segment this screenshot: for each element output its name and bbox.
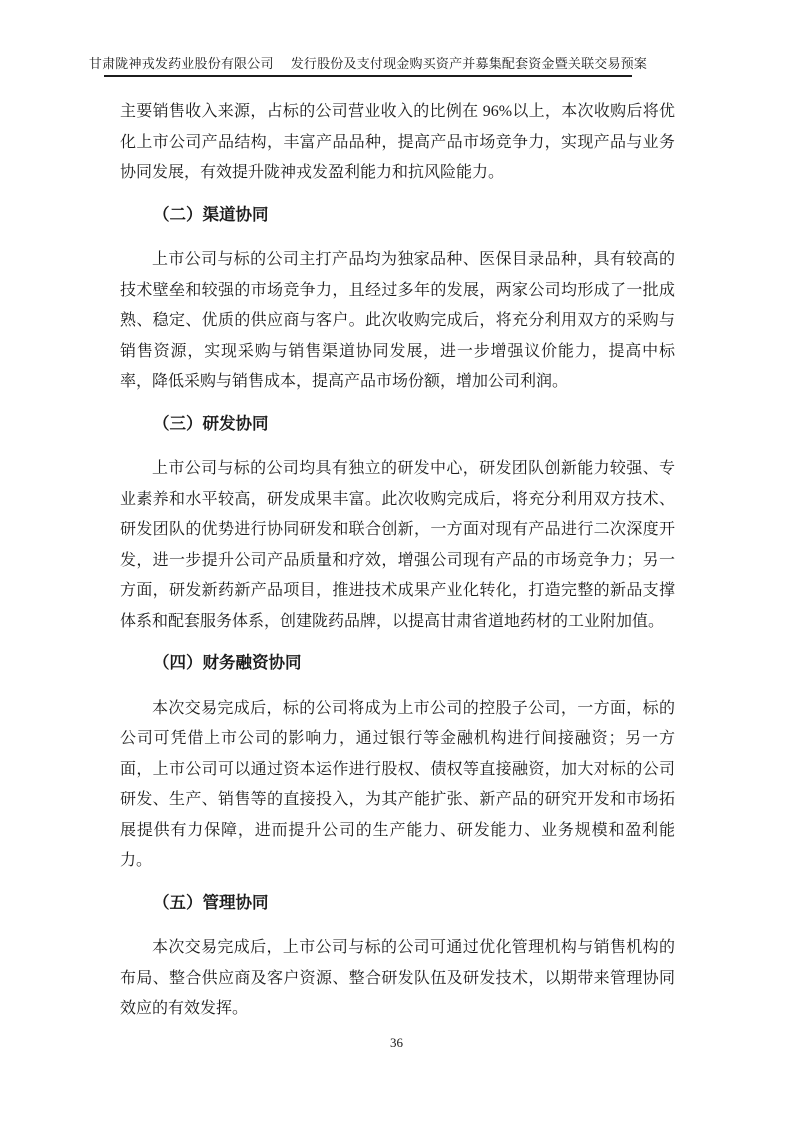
header-company-name: 甘肃陇神戎发药业股份有限公司 [88, 56, 274, 71]
section-heading-management-synergy: （五）管理协同 [153, 893, 269, 912]
section-paragraph: 上市公司与标的公司主打产品均为独家品种、医保目录品种，具有较高的技术壁垒和较强的市场竞争力，且经过多年的发展，两家公司均形成了一批成熟、稳定、优质的供应商与客户。此次收购完成后，将充分利用双方的采购与销售资源，实现采购与销售渠道协同发展，进一步增强议价能力，提高中标率，降低采购与销售成本，提高产品市场份额，增加公司利润。 [120, 251, 675, 390]
section-paragraph: 上市公司与标的公司均具有独立的研发中心，研发团队创新能力较强、专业素养和水平较高，研发成果丰富。此次收购完成后，将充分利用双方技术、研发团队的优势进行协同研发和联合创新，一方面对现有产品进行二次深度开发，进一步提升公司产品质量和疗效，增强公司现有产品的市场竞争力；另一方面，研发新药新产品项目，推进技术成果产业化转化，打造完整的新品支撑体系和配套服务体系，创建陇药品牌，以提高甘肃省道地药材的工业附加值。 [120, 460, 675, 630]
section-heading-finance-synergy: （四）财务融资协同 [153, 654, 302, 672]
document-body [120, 97, 675, 1025]
section-heading-rd-synergy: （三）研发协同 [153, 414, 269, 433]
section-heading-channel-synergy: （二）渠道协同 [153, 205, 269, 224]
running-header [88, 56, 648, 77]
section-paragraph: 本次交易完成后，标的公司将成为上市公司的控股子公司，一方面，标的公司可凭借上市公司的影响力，通过银行等金融机构进行间接融资；另一方面，上市公司可以通过资本运作进行股权、债权等直接融资，加大对标的公司研发、生产、销售等的直接投入，为其产能扩张、新产品的研究开发和市场拓展提供有力保障，进而提升公司的生产能力、研发能力、业务规模和盈利能力。 [120, 699, 675, 869]
section-paragraph: 本次交易完成后，上市公司与标的公司可通过优化管理机构与销售机构的布局、整合供应商及客户资源、整合研发队伍及研发技术，以期带来管理协同效应的有效发挥。 [120, 939, 675, 1017]
header-doc-title: 发行股份及支付现金购买资产并募集配套资金暨关联交易预案 [290, 56, 648, 71]
intro-paragraph: 主要销售收入来源，占标的公司营业收入的比例在 96%以上，本次收购后将优化上市公司产品结构，丰富产品品种，提高产品市场竞争力，实现产品与业务协同发展，有效提升陇神戎发盈利能力和抗风险能力。 [120, 103, 675, 181]
page-number: 36 [390, 1035, 403, 1050]
